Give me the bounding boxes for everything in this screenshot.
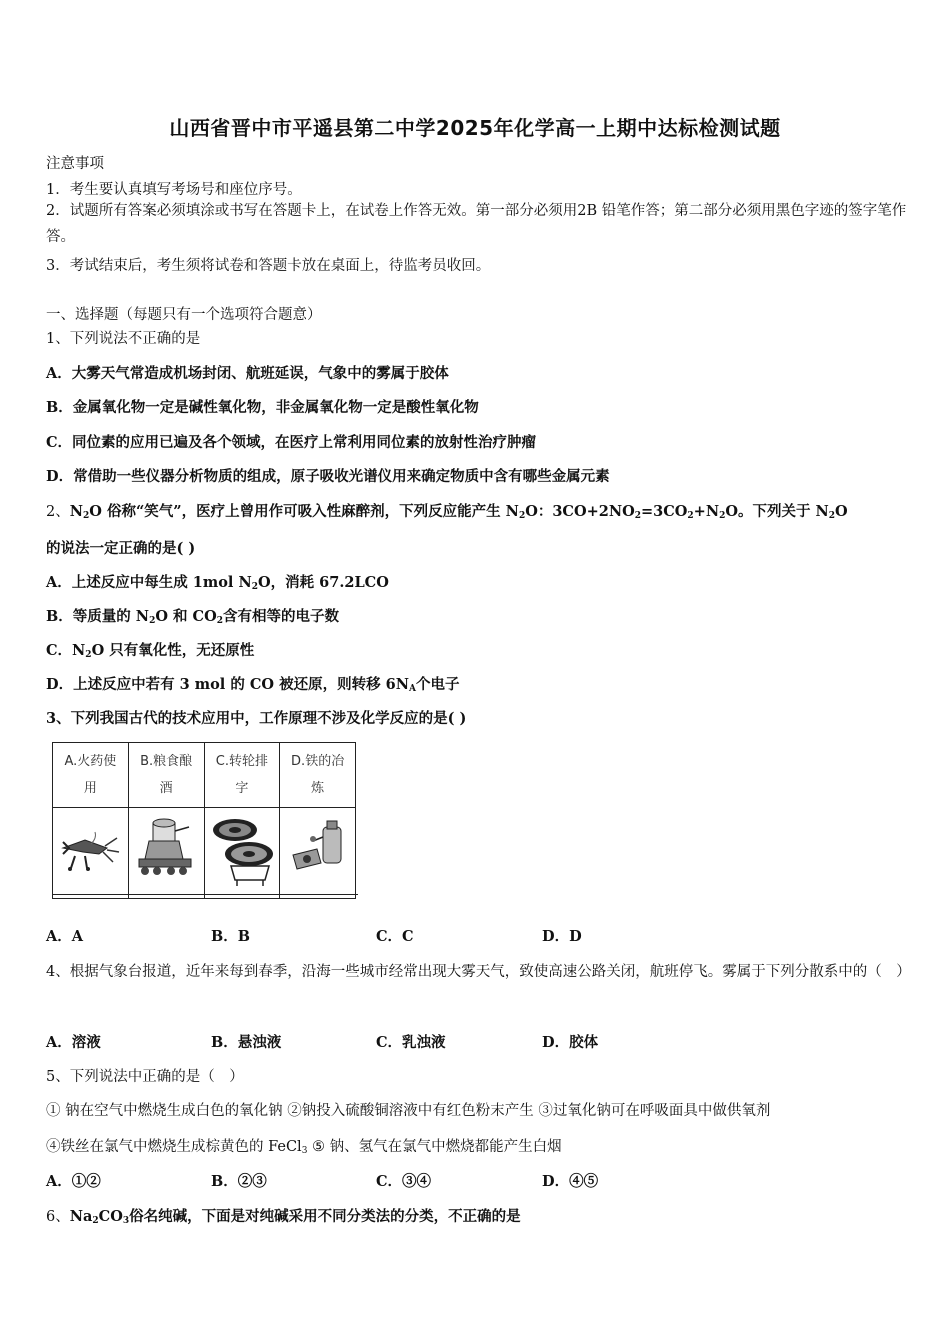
iron-smelting-illustration xyxy=(280,808,356,899)
rocket-illustration xyxy=(53,808,129,899)
notice-item-3: 3．考试结束后，考生须将试卷和答题卡放在桌面上，待监考员收回。 xyxy=(46,258,491,274)
q5-option-a: A．①② xyxy=(46,1173,101,1190)
q2-option-d: D．上述反应中若有 3 mol 的 CO 被还原，则转移 $6N_A$个电子 xyxy=(46,676,460,694)
q3-stem: 3、下列我国古代的技术应用中，工作原理不涉及化学反应的是( ) xyxy=(46,710,467,727)
q4-stem: 4、根据气象台报道，近年来每到春季，沿海一些城市经常出现大雾天气，致使高速公路关闭，航班停飞。雾属于下列分散系中的（ ） xyxy=(46,964,911,980)
q1-option-c: C．同位素的应用已遍及各个领域，在医疗上常利用同位素的放射性治疗肿瘤 xyxy=(46,434,537,451)
q5-statements-2: ④铁丝在氯气中燃烧生成棕黄色的 FeCl$_3$ ⑤ 钠、氢气在氯气中燃烧都能产生白烟 xyxy=(46,1139,562,1156)
q3-table-header-b: B.粮食酿 酒 xyxy=(128,743,204,808)
notice-item-2: 2．试题所有答案必须填涂或书写在答题卡上，在试卷上作答无效。第一部分必须用2B 铅笔作答；第二部分必须用黑色字迹的签字笔作答。 xyxy=(46,203,907,245)
q1-stem: 1、下列说法不正确的是 xyxy=(46,331,201,347)
q5-stem: 5、下列说法中正确的是（ ） xyxy=(46,1069,244,1085)
q3-option-a: A．A xyxy=(46,928,84,945)
q3-table-header-d: D.铁的冶 炼 xyxy=(280,743,356,808)
q2-stem xyxy=(46,500,848,521)
q3-option-b: B．B xyxy=(211,928,251,945)
q1-option-a: A．大雾天气常造成机场封闭、航班延误，气象中的雾属于胶体 xyxy=(46,365,449,382)
q1-option-b: B．金属氧化物一定是碱性氧化物，非金属氧化物一定是酸性氧化物 xyxy=(46,399,479,416)
notice-item-1: 1．考生要认真填写考场号和座位序号。 xyxy=(46,182,302,198)
q5-option-c: C．③④ xyxy=(376,1173,432,1190)
distillery-illustration xyxy=(128,808,204,899)
q3-table-header-c: C.转轮排 字 xyxy=(204,743,280,808)
notice-heading: 注意事项 xyxy=(46,156,104,172)
q3-table xyxy=(52,742,356,899)
section-heading: 一、选择题（每题只有一个选项符合题意） xyxy=(46,307,322,323)
q1-option-d: D．常借助一些仪器分析物质的组成，原子吸收光谱仪用来确定物质中含有哪些金属元素 xyxy=(46,468,610,485)
q4-option-d: D．胶体 xyxy=(542,1034,599,1051)
q2-stem-cont: 的说法一定正确的是( ) xyxy=(46,540,196,557)
q2-stem-text: $N_2O$ 俗称“笑气”，医疗上曾用作可吸入性麻醉剂，下列反应能产生 $N_2O$：$3CO+2NO_2=3CO_2+N_2O$。下列关于 $N_2O$ xyxy=(69,503,848,521)
q4-option-c: C．乳浊液 xyxy=(376,1034,446,1051)
q5-option-b: B．②③ xyxy=(211,1173,267,1190)
q4-option-b: B．悬浊液 xyxy=(211,1034,282,1051)
q3-option-d: D．D xyxy=(542,928,582,945)
q2-option-b: B．等质量的 $N_2O$ 和 $CO_2$含有相等的电子数 xyxy=(46,608,339,626)
q3-table-header-a: A.火药使 用 xyxy=(53,743,129,808)
rotating-type-wheel-illustration xyxy=(204,808,280,899)
exam-title: 山西省晋中市平遥县第二中学2025年化学高一上期中达标检测试题 xyxy=(169,116,781,140)
table-bottom-rule xyxy=(52,894,358,895)
q2-option-a: A．上述反应中每生成 1mol $N_2O$，消耗 67.2LCO xyxy=(46,574,389,592)
q5-option-d: D．④⑤ xyxy=(542,1173,599,1190)
q6-stem: 6、$Na_2CO_3$俗名纯碱，下面是对纯碱采用不同分类法的分类，不正确的是 xyxy=(46,1208,521,1226)
q2-number: 2、 xyxy=(46,504,70,520)
q5-statements-1: ① 钠在空气中燃烧生成白色的氧化钠 ②钠投入硫酸铜溶液中有红色粉末产生 ③过氧化钠可在呼吸面具中做供氧剂 xyxy=(46,1103,771,1119)
q4-option-a: A．溶液 xyxy=(46,1034,101,1051)
q2-option-c: C．$N_2O$ 只有氧化性，无还原性 xyxy=(46,642,255,660)
q3-option-c: C．C xyxy=(376,928,414,945)
